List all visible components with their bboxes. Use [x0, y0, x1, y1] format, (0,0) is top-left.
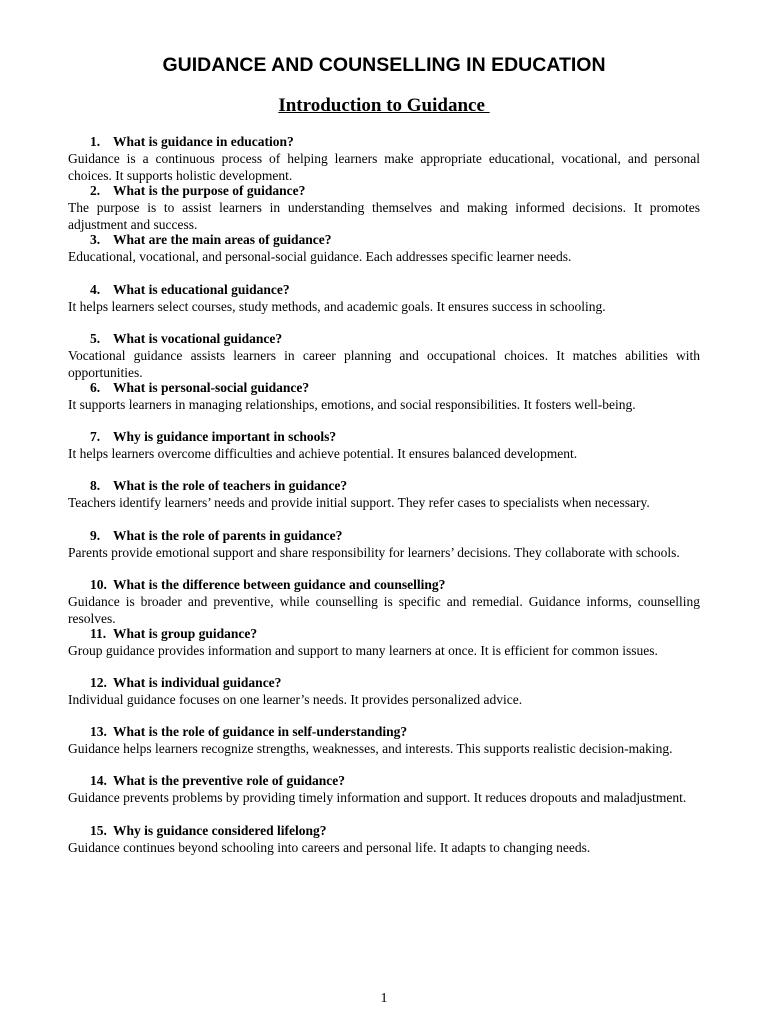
qa-item: [68, 477, 700, 526]
question: [68, 428, 700, 445]
answer: Group guidance provides information and support to many learners at once. It is efficient for common issues.: [68, 642, 658, 658]
question: [68, 477, 700, 494]
question-number: 11.: [90, 625, 107, 641]
question-number: 1.: [90, 134, 101, 149]
question-text: What is group guidance?: [113, 625, 258, 641]
page-title: GUIDANCE AND COUNSELLING IN EDUCATION: [162, 54, 606, 76]
question-number: 4.: [90, 281, 101, 297]
qa-list: [68, 133, 700, 871]
question-text: What is personal-social guidance?: [113, 379, 310, 395]
question-text: Why is guidance important in schools?: [113, 429, 337, 445]
question-text: What is the role of parents in guidance?: [113, 527, 343, 543]
question-text: What is the preventive role of guidance?: [113, 773, 345, 789]
page-number: 1: [380, 991, 388, 1006]
question: [68, 182, 700, 199]
question: [68, 822, 700, 839]
qa-item: [68, 527, 700, 576]
answer: Teachers identify learners’ needs and provide initial support. They refer cases to specialists when necessary.: [68, 495, 650, 511]
qa-item: [68, 822, 700, 871]
answer: Guidance helps learners recognize strengths, weaknesses, and interests. This supports realistic decision-making.: [68, 741, 673, 757]
qa-item: [68, 723, 700, 772]
answer: Guidance continues beyond schooling into careers and personal life. It adapts to changing needs.: [68, 839, 591, 855]
question: [68, 576, 700, 593]
answer: Guidance is a continuous process of helping learners make appropriate educational, vocational, and personal choices. It supports holistic development.: [68, 151, 700, 183]
question-text: What are the main areas of guidance?: [113, 232, 332, 248]
question-text: Why is guidance considered lifelong?: [113, 822, 327, 838]
answer: Guidance prevents problems by providing timely information and support. It reduces dropouts and maladjustment.: [68, 790, 687, 806]
question: [68, 772, 700, 789]
qa-item: [68, 379, 700, 428]
question-number: 9.: [90, 527, 101, 543]
answer: Vocational guidance assists learners in career planning and occupational choices. It matches abilities with opportunities.: [68, 347, 700, 380]
question-number: 10.: [90, 576, 107, 592]
question-number: 14.: [90, 773, 107, 789]
question: [68, 231, 700, 248]
answer: Individual guidance focuses on one learner’s needs. It provides personalized advice.: [68, 692, 523, 708]
answer: Educational, vocational, and personal-social guidance. Each addresses specific learner needs.: [68, 249, 572, 265]
answer: The purpose is to assist learners in understanding themselves and making informed decisions. It promotes adjustment and success.: [68, 200, 700, 233]
section-title-text: Introduction to Guidance: [278, 95, 490, 116]
qa-item: [68, 281, 700, 330]
question-number: 13.: [90, 724, 107, 740]
question-text: What is the purpose of guidance?: [113, 183, 306, 199]
question: [68, 674, 700, 691]
qa-item: [68, 330, 700, 379]
question-text: What is vocational guidance?: [113, 330, 283, 346]
question-number: 7.: [90, 429, 101, 445]
question: [68, 133, 700, 150]
question-number: 3.: [90, 232, 101, 248]
section-title: [0, 94, 768, 118]
qa-item: [68, 133, 700, 182]
question-number: 5.: [90, 330, 101, 346]
question-text: What is educational guidance?: [113, 281, 290, 297]
question-text: What is the role of guidance in self-understanding?: [113, 724, 408, 740]
question-number: 12.: [90, 675, 107, 691]
qa-item: [68, 674, 700, 723]
question: [68, 281, 700, 298]
question-number: 15.: [90, 822, 107, 838]
question: [68, 723, 700, 740]
question-text: What is guidance in education?: [113, 134, 294, 149]
question-number: 8.: [90, 478, 101, 494]
answer: It supports learners in managing relationships, emotions, and social responsibilities. It fosters well-being.: [68, 396, 636, 412]
qa-item: [68, 625, 700, 674]
question-number: 2.: [90, 183, 101, 199]
qa-item: [68, 772, 700, 821]
answer: It helps learners overcome difficulties and achieve potential. It ensures balanced development.: [68, 446, 578, 462]
answer: Guidance is broader and preventive, while counselling is specific and remedial. Guidance informs, counselling resolves.: [68, 593, 700, 626]
question-number: 6.: [90, 379, 101, 395]
question: [68, 625, 700, 642]
question-text: What is the role of teachers in guidance?: [113, 478, 348, 494]
question: [68, 379, 700, 396]
question-text: What is the difference between guidance and counselling?: [113, 576, 446, 592]
qa-item: [68, 576, 700, 625]
qa-item: [68, 182, 700, 231]
question: [68, 330, 700, 347]
question: [68, 527, 700, 544]
answer: It helps learners select courses, study methods, and academic goals. It ensures success in schooling.: [68, 298, 606, 314]
answer: Parents provide emotional support and share responsibility for learners’ decisions. They collaborate with schools.: [68, 544, 680, 560]
question-text: What is individual guidance?: [113, 675, 282, 691]
qa-item: [68, 231, 700, 280]
qa-item: [68, 428, 700, 477]
